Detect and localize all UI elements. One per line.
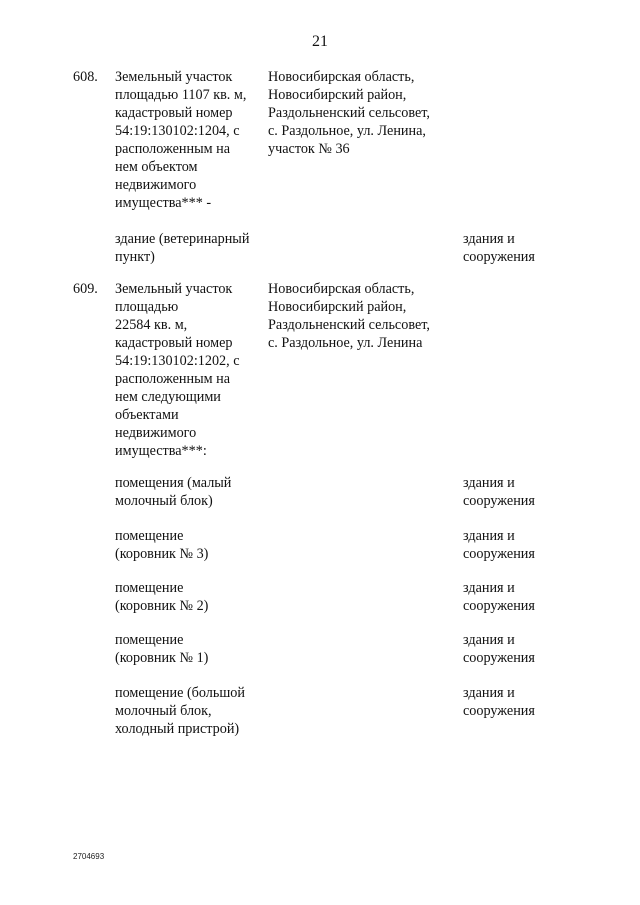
entry-row	[0, 68, 640, 230]
document-code: 2704693	[73, 852, 105, 861]
entry-row	[0, 230, 640, 280]
entry-row	[0, 631, 640, 684]
entry-category: здания и сооружения	[463, 685, 535, 719]
entry-address: Новосибирская область, Новосибирский район, Раздольненский сельсовет, с. Раздольное, ул. Ленина	[268, 281, 430, 351]
entry-address: Новосибирская область, Новосибирский район, Раздольненский сельсовет, с. Раздольное, ул. Ленина, участок № 36	[268, 69, 430, 157]
page-number: 21	[312, 33, 328, 50]
entry-description: помещения (малый молочный блок)	[115, 475, 232, 509]
entry-row	[0, 280, 640, 474]
entry-category: здания и сооружения	[463, 528, 535, 562]
entry-row	[0, 527, 640, 579]
entries-table	[0, 68, 640, 744]
entry-category: здания и сооружения	[463, 475, 535, 509]
entry-category: здания и сооружения	[463, 580, 535, 614]
entry-row	[0, 474, 640, 527]
entry-row	[0, 684, 640, 744]
entry-number: 609.	[73, 281, 98, 297]
entry-description: помещение (большой молочный блок, холодный пристрой)	[115, 685, 245, 737]
entry-description: помещение (коровник № 2)	[115, 580, 209, 614]
entry-description: помещение (коровник № 3)	[115, 528, 209, 562]
entry-description: Земельный участок площадью 1107 кв. м, кадастровый номер 54:19:130102:1204, с расположенным на нем объектом недвижимого имущества*** -	[115, 69, 247, 211]
entry-category: здания и сооружения	[463, 231, 535, 265]
entry-number: 608.	[73, 69, 98, 85]
entry-description: здание (ветеринарный пункт)	[115, 231, 250, 265]
entry-row	[0, 579, 640, 631]
entry-category: здания и сооружения	[463, 632, 535, 666]
entry-description: Земельный участок площадью 22584 кв. м, кадастровый номер 54:19:130102:1202, с расположенным на нем следующими объектами недвижимого имущества***:	[115, 281, 240, 459]
entry-description: помещение (коровник № 1)	[115, 632, 209, 666]
